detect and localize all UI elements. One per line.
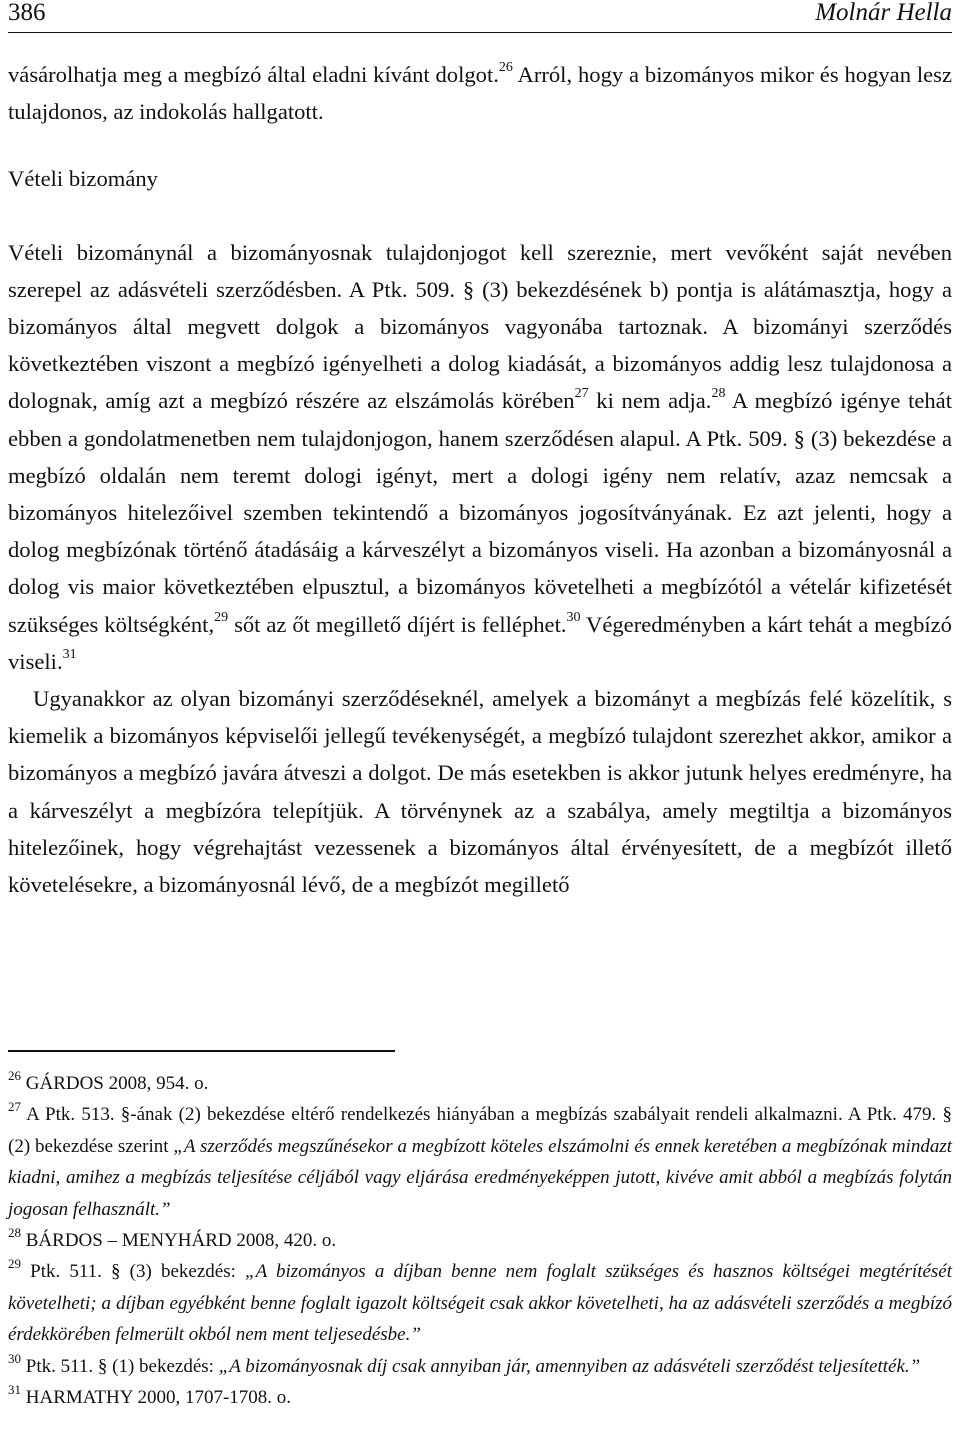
footnote-number: 26 [8,1068,21,1083]
footnote-28 [8,1225,952,1256]
footnote-text: HARMATHY 2000, 1707-1708. o. [21,1387,292,1409]
footnote-number: 29 [8,1256,21,1272]
paragraph-2 [8,234,952,680]
footnote-quote: „A bizományos a díjban benne nem foglalt szükséges és hasznos költségei megtérítését követelheti; a díjban egyébként benne foglalt igazolt költségeit csak akkor követelheti, ha az adásvételi szerződés a megbízó érdekkörében felmerült okból nem ment teljesedésbe.” [8,1261,953,1346]
body-text [8,56,952,903]
footnote-quote: „A bizományosnak díj csak annyiban jár, amennyiben az adásvételi szerződést teljesítették.” [218,1355,921,1377]
footnote-ref-29[interactable]: 29 [214,609,229,625]
footnote-quote: „A szerződés megszűnésekor a megbízott köteles elszámolni és ennek keretében a megbízónak mindazt kiadni, amihez a megbízás teljesítése céljából vagy eljárása eredményeképpen jutott, kivéve amit abból a megbízás folytán jogosan felhasznált.” [8,1135,952,1220]
footnote-ref-30[interactable]: 30 [566,609,581,625]
footnote-number: 28 [8,1225,21,1241]
footnote-text: Ptk. 511. § (3) bekezdés: [21,1261,246,1283]
paragraph-text: ki nem adja. [588,388,712,414]
running-header [8,0,952,33]
footnote-ref-31[interactable]: 31 [62,646,77,662]
paragraph-1 [8,56,952,130]
footnote-text: GÁRDOS 2008, 954. o. [21,1073,209,1094]
paragraph-text: Arról, hogy a bizományos mikor és hogyan lesz tulajdonos, az indokolás hallgatott. [8,62,953,125]
footnote-30 [8,1351,952,1382]
footnotes [8,1068,952,1413]
footnote-text: BÁRDOS – MENYHÁRD 2008, 420. o. [21,1230,337,1252]
page-number: 386 [8,0,46,26]
paragraph-text: Végeredményben a kárt tehát a megbízó viseli. [8,611,952,674]
footnote-number: 31 [8,1382,21,1398]
footnote-ref-28[interactable]: 28 [711,386,726,402]
footnote-ref-26[interactable]: 26 [498,60,513,75]
section-heading: Vételi bizomány [8,166,158,192]
footnote-text: A Ptk. 513. §-ának (2) bekezdése eltérő rendelkezés hiányában a megbízás szabályait rendeli alkalmazni. A Ptk. 479. § (2) bekezdése szerint [8,1104,952,1157]
paragraph-3: Ugyanakkor az olyan bizományi szerződéseknél, amelyek a bizományt a megbízás felé közelítik, s kiemelik a bizományos képviselői jellegű tevékenységét, a megbízó tulajdont szerezhet akkor, amikor a bizományos a megbízó javára átveszi a dolgot. De más esetekben is akkor jutunk helyes eredményre, ha a kárveszélyt a megbízóra telepítjük. A törvénynek az a szabálya, amely megtiltja a bizományos hitelezőinek, hogy végrehajtást vezessenek a bizományos által érvényesített, de a megbízót illető követelésekre, a bizományosnál lévő, de a megbízót megillető [8,686,952,898]
footnote-ref-27[interactable]: 27 [574,386,589,402]
footnote-29 [8,1256,952,1350]
paragraph-text: A megbízó igénye tehát ebben a gondolatmenetben nem tulajdonjogon, hanem szerződésen alapul. A Ptk. 509. § (3) bekezdése a megbízó oldalán nem teremt dologi igényt, mert a dologi igény nem relatív, azaz nemcsak a bizományos hitelezőivel szemben tekintendő a bizományos jogosítványának. Ez azt jelenti, hogy a dolog megbízónak történő átadásáig a kárveszélyt a bizományos viseli. Ha azonban a bizományosnál a dolog vis maior következtében elpusztul, a bizományos követelheti a megbízótól a vételár kifizetését szükséges költségként, [8,388,952,637]
paragraph-text: vásárolhatja meg a megbízó által eladni kívánt dolgot. [8,62,499,87]
footnote-text: Ptk. 511. § (1) bekezdés: [21,1355,219,1377]
author-name: Molnár Hella [815,0,952,26]
footnote-number: 30 [8,1350,21,1366]
footnote-26 [8,1068,952,1099]
footnote-number: 27 [8,1099,21,1115]
footnote-31 [8,1382,952,1413]
footnote-separator [8,1050,395,1052]
paragraph-text: sőt az őt megillető díjért is felléphet. [228,611,567,637]
footnote-27 [8,1099,952,1225]
paragraph-text: Vételi bizománynál a bizományosnak tulajdonjogot kell szereznie, mert vevőként saját nevében szerepel az adásvételi szerződésben. A Ptk. 509. § (3) bekezdésének b) pontja is alátámasztja, hogy a bizományos által megvett dolgok a bizományos vagyonába tartoznak. A bizományi szerződés következtében viszont a megbízó igényelheti a dolog kiadását, a bizományos addig lesz tulajdonosa a dolognak, amíg azt a megbízó részére az elszámolás körében [8,239,952,414]
